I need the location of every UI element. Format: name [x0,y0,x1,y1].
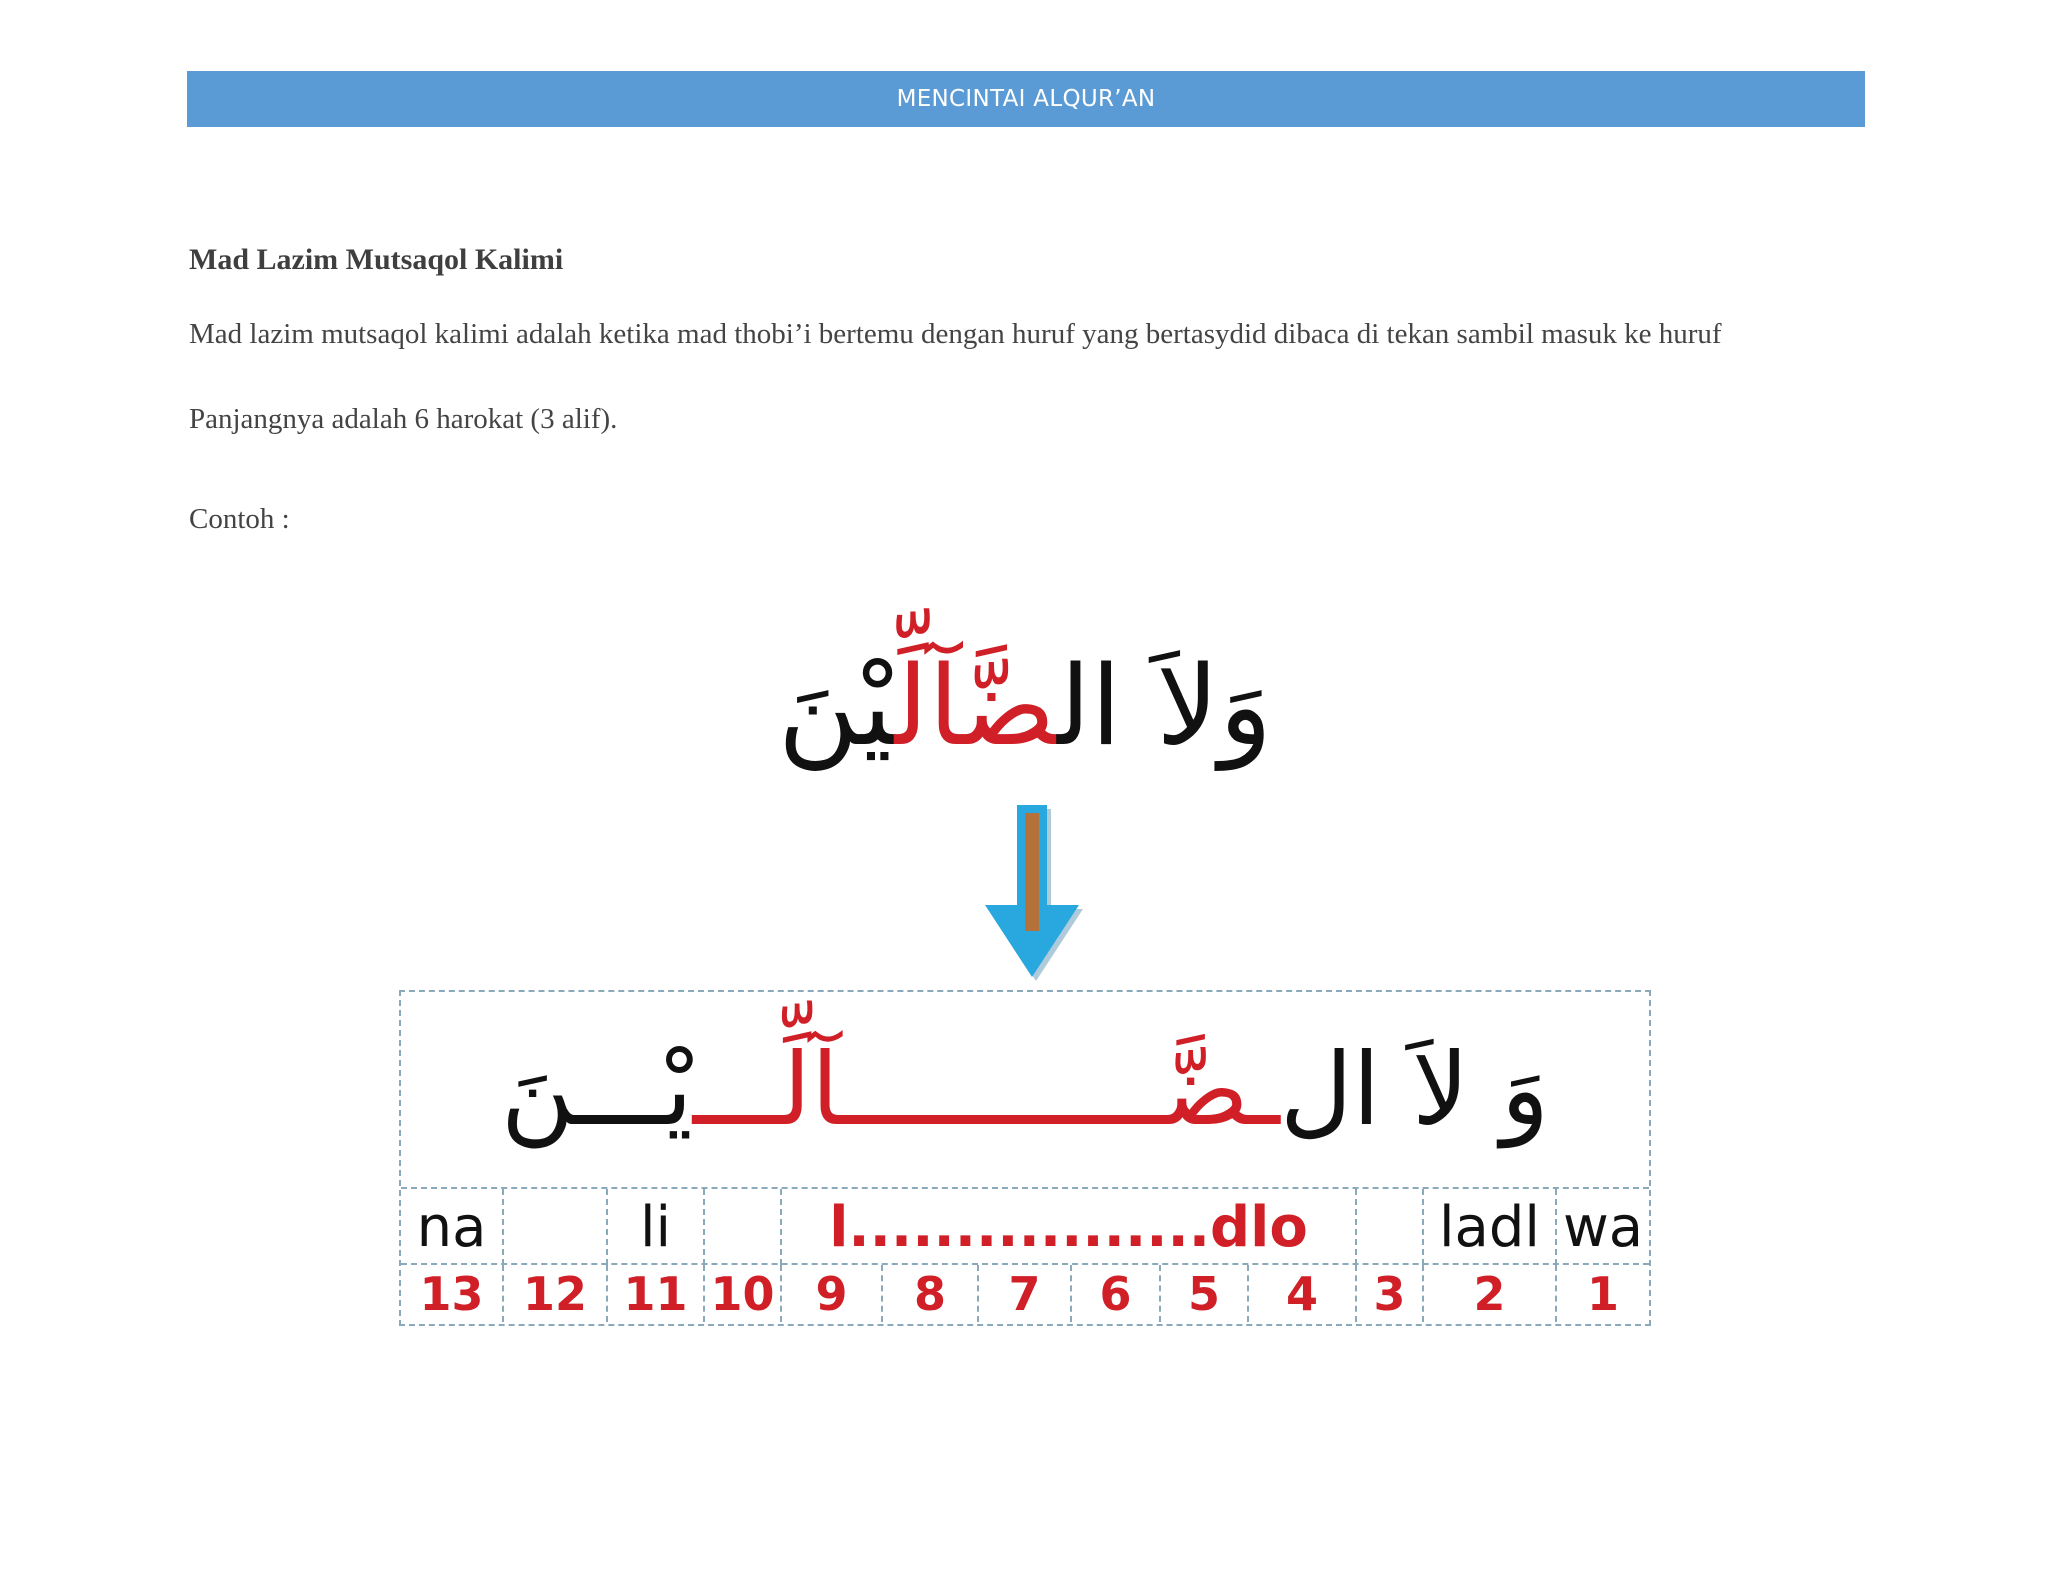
example-label: Contoh : [189,503,290,535]
translit-cell [1355,1189,1422,1265]
translit-cell: ladl [1422,1189,1555,1265]
arabic-top-red: ضَّآلِّ [894,642,1058,770]
number-cell: 4 [1247,1265,1355,1322]
number-cell: 13 [419,1266,484,1321]
arabic-top-suffix: يْنَ [777,642,895,770]
arabic-word-stretched [401,992,1649,1187]
header-bar [187,71,1865,127]
number-cell: 6 [1070,1265,1159,1322]
number-row [401,1263,1649,1322]
number-cell: 8 [881,1265,977,1322]
number-cell: 3 [1355,1265,1422,1322]
translit-cell: l.................dlo [780,1189,1355,1265]
length-paragraph: Panjangnya adalah 6 harokat (3 alif). [189,403,618,435]
arabic-word-top [395,635,1655,778]
translit-cell: na [416,1194,487,1260]
translit-cell: wa [1555,1189,1649,1265]
arabic-row-red: ـضَّـــــــــــآلِّـــ [692,1031,1280,1148]
number-cell: 12 [502,1265,606,1322]
example-figure [395,610,1655,1330]
definition-paragraph: Mad lazim mutsaqol kalimi adalah ketika mad thobi’i bertemu dengan huruf yang bertasydid dibaca di tekan sambil masuk ke huruf [189,318,1722,350]
translit-cell: li [606,1189,703,1265]
number-cell: 2 [1422,1265,1555,1322]
breakdown-table [399,990,1651,1326]
number-cell: 9 [780,1265,881,1322]
number-cell: 11 [606,1265,703,1322]
breakdown-grid [401,1187,1649,1324]
number-cell: 5 [1159,1265,1247,1322]
down-arrow-icon [975,805,1085,985]
header-title: MENCINTAI ALQUR’AN [896,86,1156,112]
number-cell: 1 [1555,1265,1649,1322]
section-heading: Mad Lazim Mutsaqol Kalimi [189,243,564,276]
arabic-row-suffix: يْـــنَ [500,1031,693,1148]
arabic-row-prefix: وَ لاَ ال [1279,1031,1550,1148]
transliteration-row [401,1187,1649,1265]
number-cell: 7 [977,1265,1070,1322]
translit-cell [502,1189,606,1265]
number-cell: 10 [703,1265,780,1322]
translit-cell [703,1189,780,1265]
arabic-top-prefix: وَلاَ ال [1057,642,1273,770]
